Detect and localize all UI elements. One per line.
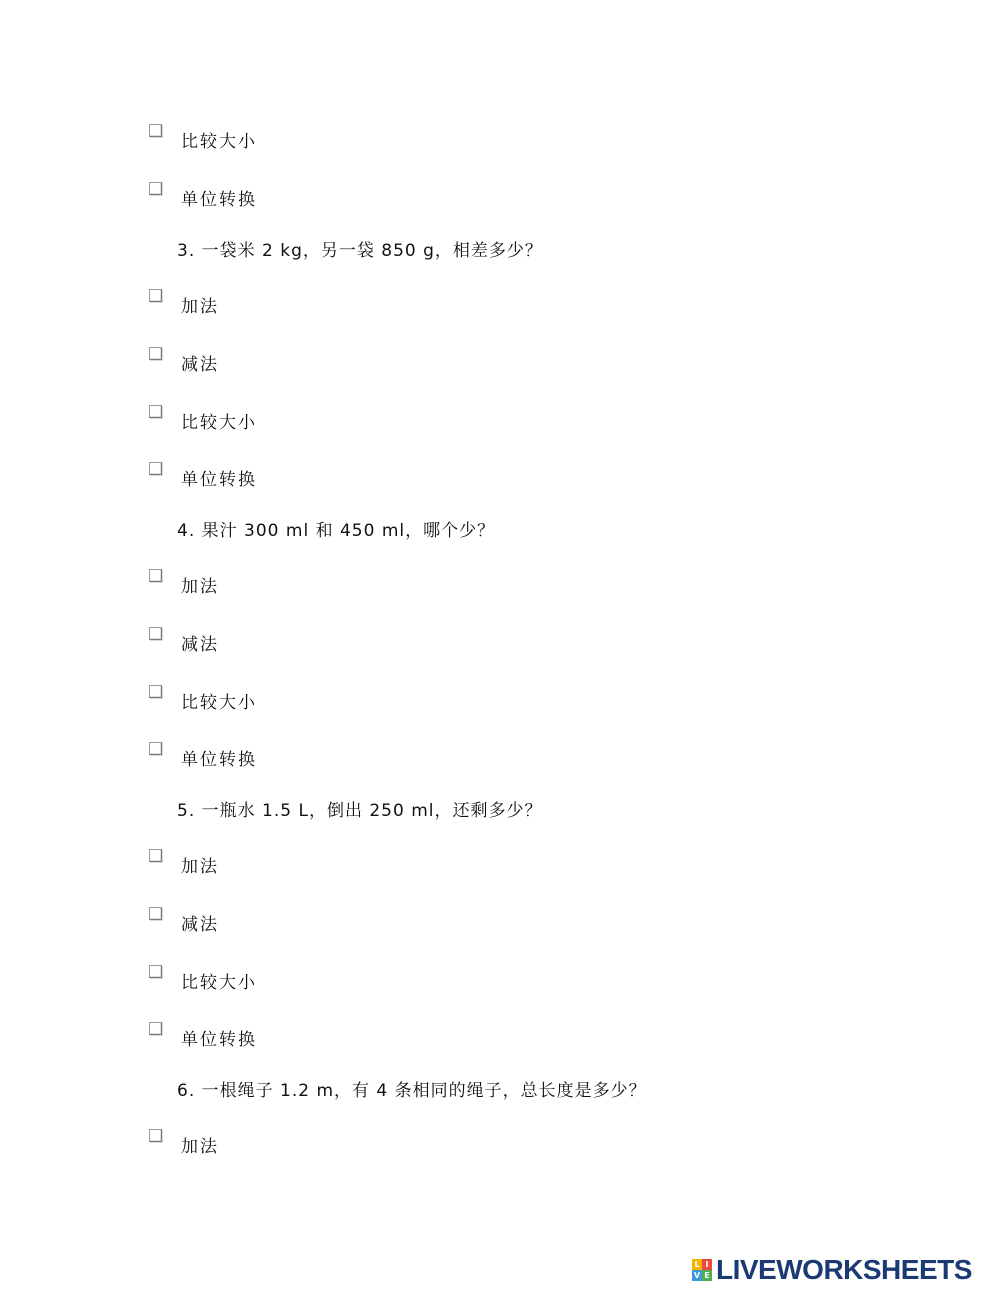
option-row — [0, 124, 1000, 164]
checkbox[interactable] — [149, 182, 162, 195]
question-text: 3. 一袋米 2 kg，另一袋 850 g，相差多少？ — [177, 241, 543, 261]
liveworksheets-logo — [692, 1255, 972, 1285]
option-label: 单位转换 — [181, 470, 257, 490]
checkbox[interactable] — [149, 347, 162, 360]
checkbox[interactable] — [149, 124, 162, 137]
checkbox[interactable] — [149, 462, 162, 475]
option-label: 减法 — [181, 915, 219, 935]
checkbox[interactable] — [149, 405, 162, 418]
checkbox[interactable] — [149, 907, 162, 920]
checkbox[interactable] — [149, 627, 162, 640]
logo-mark-letter: L — [692, 1259, 702, 1270]
logo-mark-letter: E — [702, 1270, 712, 1281]
option-label: 比较大小 — [181, 413, 257, 433]
option-row — [0, 1129, 1000, 1169]
option-label: 比较大小 — [181, 973, 257, 993]
logo-mark-icon — [692, 1259, 712, 1281]
option-label: 加法 — [181, 297, 219, 317]
option-row — [0, 627, 1000, 667]
option-row — [0, 405, 1000, 445]
option-label: 减法 — [181, 635, 219, 655]
option-row — [0, 1022, 1000, 1062]
option-label: 加法 — [181, 1137, 219, 1157]
checkbox[interactable] — [149, 685, 162, 698]
checkbox[interactable] — [149, 1022, 162, 1035]
option-row — [0, 965, 1000, 1005]
option-label: 比较大小 — [181, 132, 257, 152]
checkbox[interactable] — [149, 289, 162, 302]
option-label: 加法 — [181, 577, 219, 597]
option-row — [0, 685, 1000, 725]
option-row — [0, 347, 1000, 387]
option-label: 加法 — [181, 857, 219, 877]
option-row — [0, 742, 1000, 782]
option-row — [0, 907, 1000, 947]
question-text: 5. 一瓶水 1.5 L，倒出 250 ml，还剩多少？ — [177, 801, 543, 821]
checkbox[interactable] — [149, 849, 162, 862]
checkbox[interactable] — [149, 569, 162, 582]
checkbox[interactable] — [149, 965, 162, 978]
logo-mark-letter: I — [702, 1259, 712, 1270]
question-text: 6. 一根绳子 1.2 m，有 4 条相同的绳子，总长度是多少？ — [177, 1081, 647, 1101]
question-text: 4. 果汁 300 ml 和 450 ml，哪个少？ — [177, 521, 496, 541]
checkbox[interactable] — [149, 742, 162, 755]
logo-text: LIVEWORKSHEETS — [716, 1254, 972, 1285]
option-row — [0, 462, 1000, 502]
option-row — [0, 849, 1000, 889]
option-row — [0, 289, 1000, 329]
option-row — [0, 569, 1000, 609]
option-label: 单位转换 — [181, 1030, 257, 1050]
option-label: 单位转换 — [181, 750, 257, 770]
option-label: 比较大小 — [181, 693, 257, 713]
option-label: 单位转换 — [181, 190, 257, 210]
option-row — [0, 182, 1000, 222]
logo-mark-letter: V — [693, 1271, 701, 1280]
option-label: 减法 — [181, 355, 219, 375]
checkbox[interactable] — [149, 1129, 162, 1142]
